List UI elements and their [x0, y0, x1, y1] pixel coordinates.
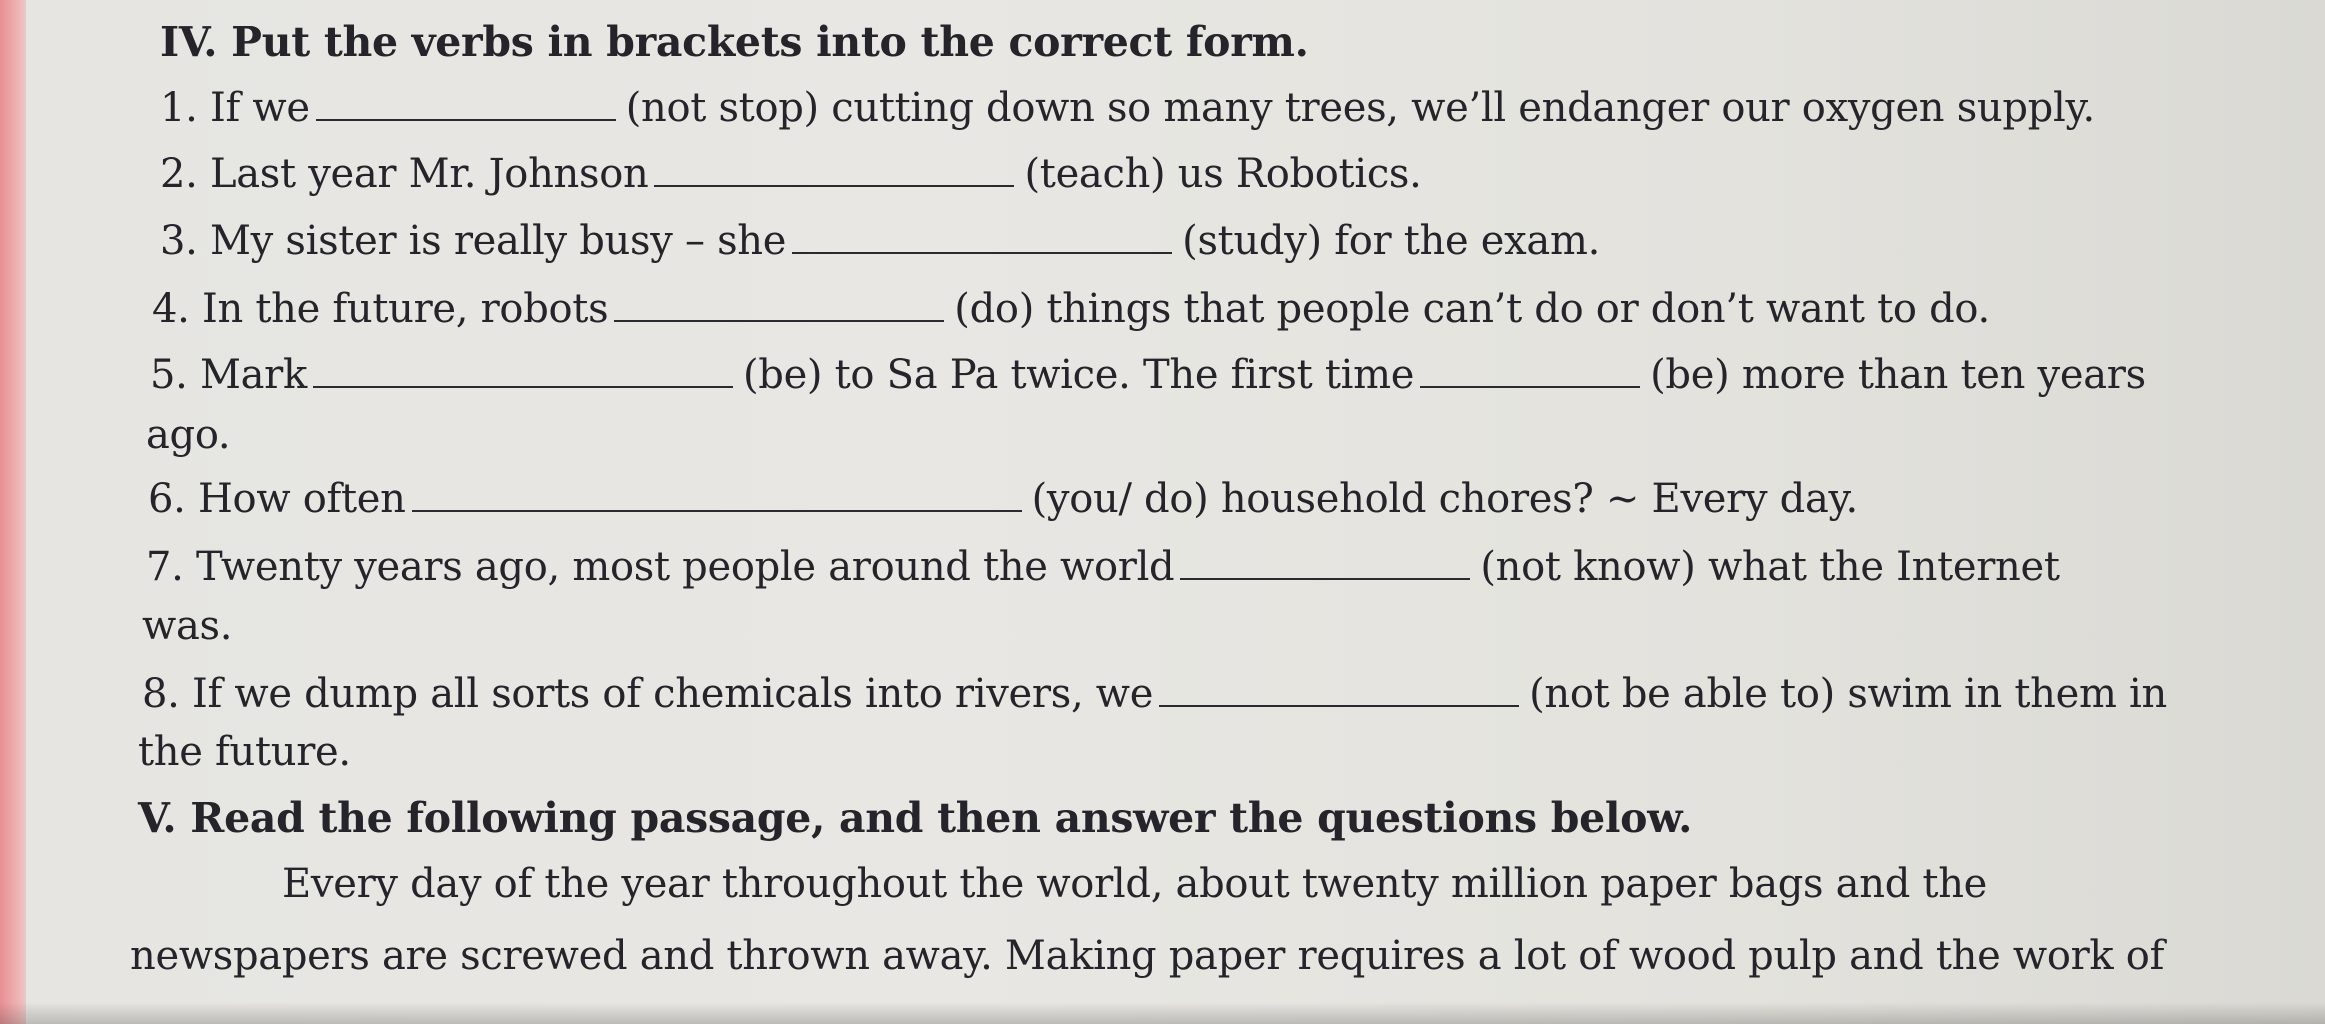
- item-4-text-before: 4. In the future, robots: [152, 286, 609, 332]
- item-8-continuation: the future.: [138, 729, 351, 775]
- item-8-text-before: 8. If we dump all sorts of chemicals into rivers, we: [142, 671, 1154, 717]
- item-2-answer-blank[interactable]: [654, 155, 1014, 187]
- passage-line-1: Every day of the year throughout the world, about twenty million paper bags and the: [282, 861, 1988, 907]
- exercise-item-8: [142, 670, 2167, 718]
- item-8-text-after: (not be able to) swim in them in: [1529, 671, 2168, 717]
- exercise-item-5: [150, 351, 2146, 399]
- item-5-answer-blank-1[interactable]: [313, 356, 733, 388]
- item-7-continuation: was.: [142, 603, 233, 649]
- item-4-text-after: (do) things that people can’t do or don’t want to do.: [954, 286, 1990, 332]
- item-7-text-before: 7. Twenty years ago, most people around the world: [146, 544, 1175, 590]
- item-7-answer-blank[interactable]: [1180, 548, 1470, 580]
- item-5-text-before: 5. Mark: [150, 352, 307, 398]
- exercise-item-4: [152, 285, 1990, 333]
- section-v-heading: V. Read the following passage, and then answer the questions below.: [138, 794, 1693, 842]
- item-8-answer-blank[interactable]: [1159, 675, 1519, 707]
- item-2-text-after: (teach) us Robotics.: [1024, 151, 1422, 197]
- exercise-item-6: [148, 475, 1858, 523]
- item-5-text-after: (be) more than ten years: [1650, 352, 2146, 398]
- page-edge-binding: [0, 0, 26, 1024]
- item-3-text-before: 3. My sister is really busy – she: [160, 218, 787, 264]
- exercise-item-7: [146, 543, 2060, 591]
- item-1-answer-blank[interactable]: [316, 89, 616, 121]
- item-6-text-before: 6. How often: [148, 476, 406, 522]
- exercise-item-2: [160, 150, 1422, 198]
- item-1-text-before: 1. If we: [160, 85, 310, 131]
- item-6-text-after: (you/ do) household chores? ~ Every day.: [1031, 476, 1858, 522]
- section-iv-heading: IV. Put the verbs in brackets into the correct form.: [160, 18, 1309, 66]
- exercise-item-1: [160, 84, 2095, 132]
- item-1-text-after: (not stop) cutting down so many trees, we’ll endanger our oxygen supply.: [625, 85, 2095, 131]
- item-5-continuation: ago.: [146, 412, 231, 458]
- passage-line-2: newspapers are screwed and thrown away. Making paper requires a lot of wood pulp and the work of: [130, 933, 2165, 979]
- item-5-text-middle: (be) to Sa Pa twice. The first time: [742, 352, 1415, 398]
- page-bottom-shadow: [0, 1002, 2325, 1024]
- exercise-item-3: [160, 217, 1600, 265]
- item-3-answer-blank[interactable]: [792, 222, 1172, 254]
- item-7-text-after: (not know) what the Internet: [1480, 544, 2060, 590]
- item-3-text-after: (study) for the exam.: [1182, 218, 1601, 264]
- item-4-answer-blank[interactable]: [614, 290, 944, 322]
- item-5-answer-blank-2[interactable]: [1420, 356, 1640, 388]
- item-2-text-before: 2. Last year Mr. Johnson: [160, 151, 649, 197]
- item-6-answer-blank[interactable]: [412, 480, 1022, 512]
